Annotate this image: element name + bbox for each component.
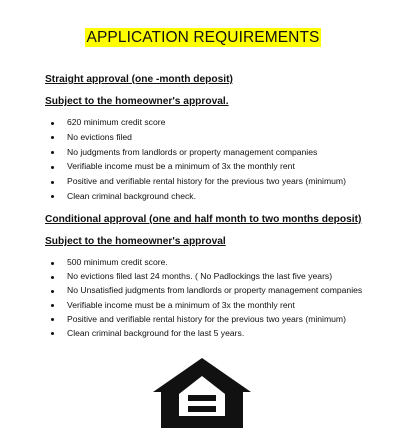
- list-item-text: Clean criminal background check.: [67, 190, 196, 201]
- conditional-approval-section: [45, 213, 395, 341]
- list-item: [45, 299, 395, 312]
- list-item: [45, 313, 395, 326]
- straight-approval-subheading: Subject to the homeowner's approval.: [45, 96, 229, 107]
- bullet-icon: [51, 136, 54, 139]
- list-item: [45, 116, 395, 130]
- list-item-text: No Unsatisfied judgments from landlords or property management companies: [67, 285, 363, 296]
- conditional-approval-list: [45, 256, 395, 340]
- straight-approval-heading: Straight approval (one -month deposit): [45, 74, 233, 85]
- bullet-icon: [51, 290, 54, 293]
- list-item-text: No judgments from landlords or property management companies: [67, 146, 318, 157]
- list-item: [45, 284, 395, 297]
- bullet-icon: [51, 151, 54, 154]
- bullet-icon: [51, 304, 54, 307]
- bullet-icon: [51, 122, 54, 125]
- list-item-text: Positive and verifiable rental history for the previous two years (minimum): [67, 176, 346, 187]
- bullet-icon: [51, 262, 54, 265]
- list-item-text: No evictions filed last 24 months. ( No Padlockings the last five years): [67, 271, 333, 282]
- list-item: [45, 327, 395, 340]
- list-item: [45, 270, 395, 283]
- bullet-icon: [51, 332, 54, 335]
- straight-approval-section: [45, 73, 395, 205]
- house-outline: [153, 358, 251, 428]
- bullet-icon: [51, 166, 54, 169]
- list-item: [45, 175, 395, 189]
- bullet-icon: [51, 318, 54, 321]
- equal-bar-bottom: [188, 406, 216, 412]
- list-item: [45, 256, 395, 269]
- title-wrap: [0, 28, 406, 47]
- list-item: [45, 131, 395, 145]
- page-title: APPLICATION REQUIREMENTS: [86, 29, 320, 46]
- conditional-approval-subheading: Subject to the homeowner's approval: [45, 236, 226, 247]
- list-item: [45, 190, 395, 204]
- list-item-text: Clean criminal background for the last 5 years.: [67, 327, 245, 338]
- list-item: [45, 146, 395, 160]
- straight-approval-list: [45, 116, 395, 203]
- list-item-text: Positive and verifiable rental history for the previous two years (minimum): [67, 313, 346, 324]
- equal-housing-icon: [147, 356, 257, 428]
- list-item-text: No evictions filed: [67, 131, 132, 142]
- bullet-icon: [51, 195, 54, 198]
- bullet-icon: [51, 276, 54, 279]
- list-item-text: 620 minimum credit score: [67, 117, 166, 127]
- list-item-text: Verifiable income must be a minimum of 3x the monthly rent: [67, 299, 295, 310]
- equal-bar-top: [188, 395, 216, 401]
- conditional-approval-heading: Conditional approval (one and half month to two months deposit): [45, 214, 362, 225]
- bullet-icon: [51, 181, 54, 184]
- list-item-text: Verifiable income must be a minimum of 3x the monthly rent: [67, 161, 295, 172]
- list-item: [45, 160, 395, 174]
- list-item-text: 500 minimum credit score.: [67, 257, 168, 267]
